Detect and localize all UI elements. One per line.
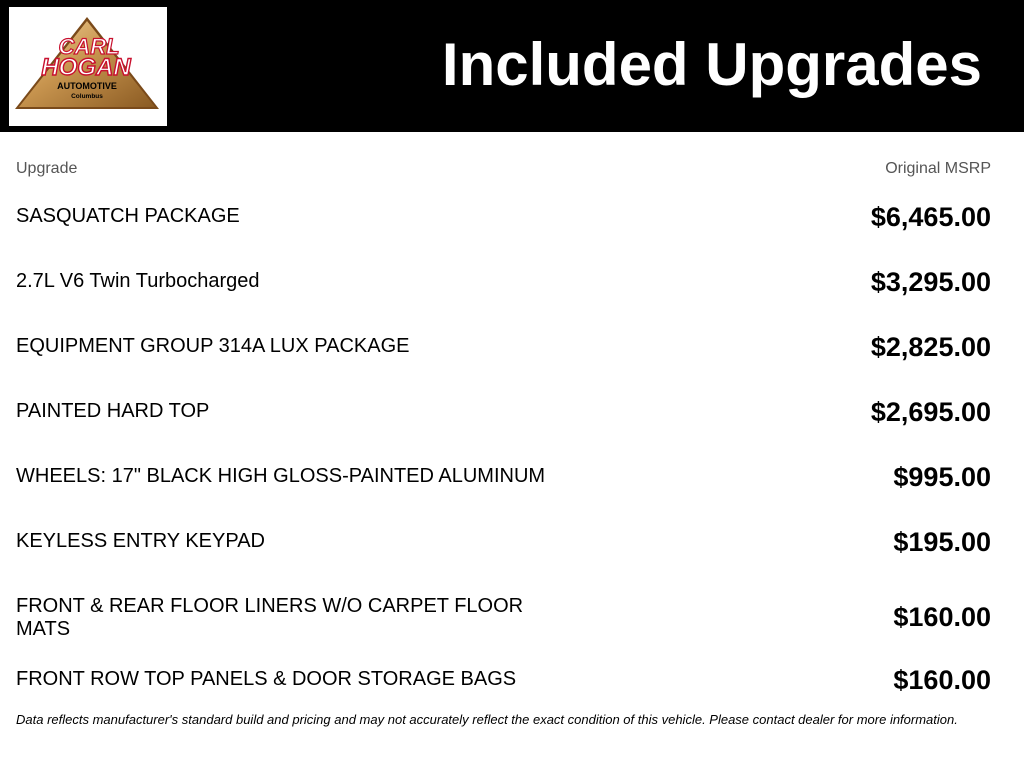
upgrade-name: WHEELS: 17" BLACK HIGH GLOSS-PAINTED ALUMINUM bbox=[16, 465, 546, 487]
upgrade-name: FRONT & REAR FLOOR LINERS W/O CARPET FLOOR MATS bbox=[16, 595, 524, 640]
logo-text-hogan: HOGAN bbox=[41, 54, 131, 81]
page-title: Included Upgrades bbox=[441, 31, 982, 98]
upgrade-name: 2.7L V6 Twin Turbocharged bbox=[16, 270, 260, 292]
upgrade-name: SASQUATCH PACKAGE bbox=[16, 205, 240, 227]
upgrade-name: EQUIPMENT GROUP 314A LUX PACKAGE bbox=[16, 335, 410, 357]
column-header-msrp: Original MSRP bbox=[885, 160, 991, 177]
upgrade-name: PAINTED HARD TOP bbox=[16, 400, 210, 422]
upgrade-price: $160.00 bbox=[893, 602, 991, 632]
upgrade-row bbox=[16, 652, 991, 717]
upgrade-name: FRONT ROW TOP PANELS & DOOR STORAGE BAGS bbox=[16, 668, 517, 690]
upgrade-row bbox=[16, 262, 991, 327]
dealer-logo-image bbox=[9, 7, 167, 126]
logo-text-columbus: Columbus bbox=[71, 93, 103, 100]
upgrade-row bbox=[16, 327, 991, 392]
upgrade-price: $995.00 bbox=[893, 462, 991, 492]
upgrade-row bbox=[16, 457, 991, 522]
upgrade-price: $2,825.00 bbox=[870, 332, 991, 362]
dealer-logo bbox=[9, 7, 167, 126]
table-header bbox=[16, 160, 991, 180]
upgrade-row bbox=[16, 522, 991, 587]
column-header-upgrade: Upgrade bbox=[16, 160, 78, 177]
upgrade-price: $160.00 bbox=[893, 665, 991, 695]
disclaimer-text: Data reflects manufacturer's standard build and pricing and may not accurately reflect the exact condition of this vehicle. Please contact dealer for more information. bbox=[16, 712, 958, 727]
upgrade-row bbox=[16, 392, 991, 457]
upgrade-name: KEYLESS ENTRY KEYPAD bbox=[16, 530, 265, 552]
upgrade-row bbox=[16, 197, 991, 262]
upgrade-price: $2,695.00 bbox=[870, 397, 991, 427]
upgrade-price: $3,295.00 bbox=[870, 267, 991, 297]
logo-text-carl: CARL bbox=[58, 34, 120, 59]
upgrade-row bbox=[16, 587, 991, 652]
upgrade-price: $195.00 bbox=[893, 527, 991, 557]
upgrade-price: $6,465.00 bbox=[870, 202, 991, 232]
header-bar bbox=[0, 0, 1024, 132]
logo-text-automotive: AUTOMOTIVE bbox=[57, 81, 117, 91]
upgrades-list bbox=[16, 197, 991, 717]
